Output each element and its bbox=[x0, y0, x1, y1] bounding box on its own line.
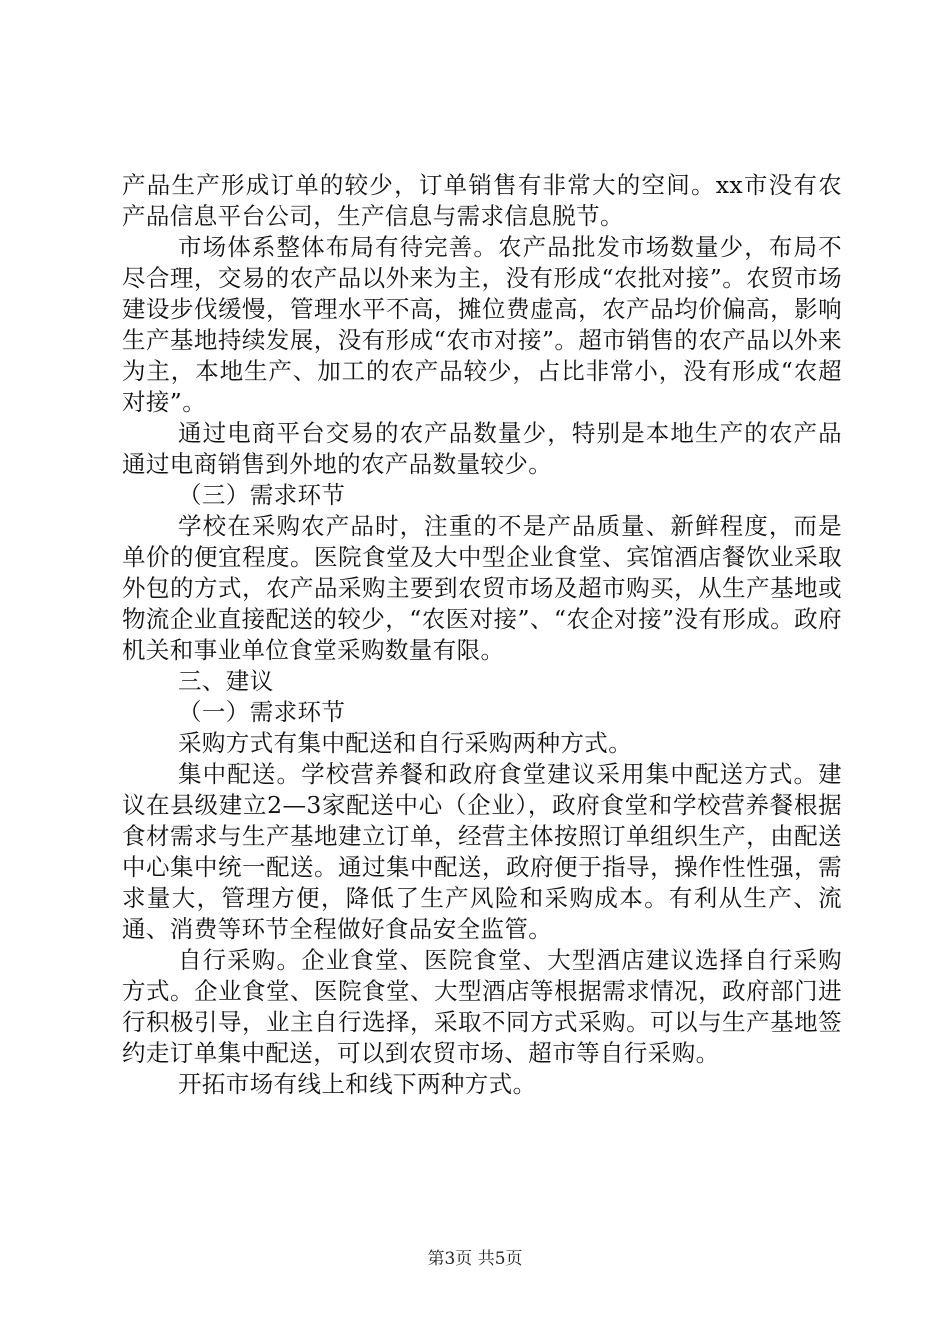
paragraph-6: 集中配送。学校营养餐和政府食堂建议采用集中配送方式。建议在县级建立2—3家配送中心（企业），政府食堂和学校营养餐根据食材需求与生产基地建立订单，经营主体按照订单组织生产，由配送中心集中统一配送。通过集中配送，政府便于指导，操作性性强，需求量大，管理方便，降低了生产风险和采购成本。有利从生产、流通、消费等环节全程做好食品安全监管。 bbox=[122, 760, 842, 943]
paragraph-7: 自行采购。企业食堂、医院食堂、大型酒店建议选择自行采购方式。企业食堂、医院食堂、大型酒店等根据需求情况，政府部门进行积极引导，业主自行选择，采取不同方式采购。可以与生产基地签约走订单集中配送，可以到农贸市场、超市等自行采购。 bbox=[122, 946, 842, 1067]
paragraph-1: 产品生产形成订单的较少，订单销售有非常大的空间。xx市没有农产品信息平台公司，生产信息与需求信息脱节。 bbox=[122, 171, 842, 230]
paragraph-4: 学校在采购农产品时，注重的不是产品质量、新鲜程度，而是单价的便宜程度。医院食堂及大中型企业食堂、宾馆酒店餐饮业采取外包的方式，农产品采购主要到农贸市场及超市购买，从生产基地或物流企业直接配送的较少，“农医对接”、“农企对接”没有形成。政府机关和事业单位食堂采购数量有限。 bbox=[122, 512, 842, 664]
paragraph-2: 市场体系整体布局有待完善。农产品批发市场数量少，布局不尽合理，交易的农产品以外来为主，没有形成“农批对接”。农贸市场建设步伐缓慢，管理水平不高，摊位费虚高，农产品均价偏高，影响生产基地持续发展，没有形成“农市对接”。超市销售的农产品以外来为主，本地生产、加工的农产品较少，占比非常小，没有形成“农超对接”。 bbox=[122, 233, 842, 416]
document-body bbox=[122, 170, 842, 1100]
paragraph-5: 采购方式有集中配送和自行采购两种方式。 bbox=[178, 729, 633, 757]
page-footer: 第3页 共5页 bbox=[427, 1249, 523, 1269]
section-heading-suggestions: 三、建议 bbox=[178, 667, 274, 695]
paragraph-3: 通过电商平台交易的农产品数量少，特别是本地生产的农产品通过电商销售到外地的农产品数量较少。 bbox=[122, 419, 842, 478]
paragraph-8: 开拓市场有线上和线下两种方式。 bbox=[178, 1070, 537, 1098]
subsection-heading-demand: （一）需求环节 bbox=[178, 698, 346, 726]
section-heading-demand: （三）需求环节 bbox=[178, 481, 346, 509]
